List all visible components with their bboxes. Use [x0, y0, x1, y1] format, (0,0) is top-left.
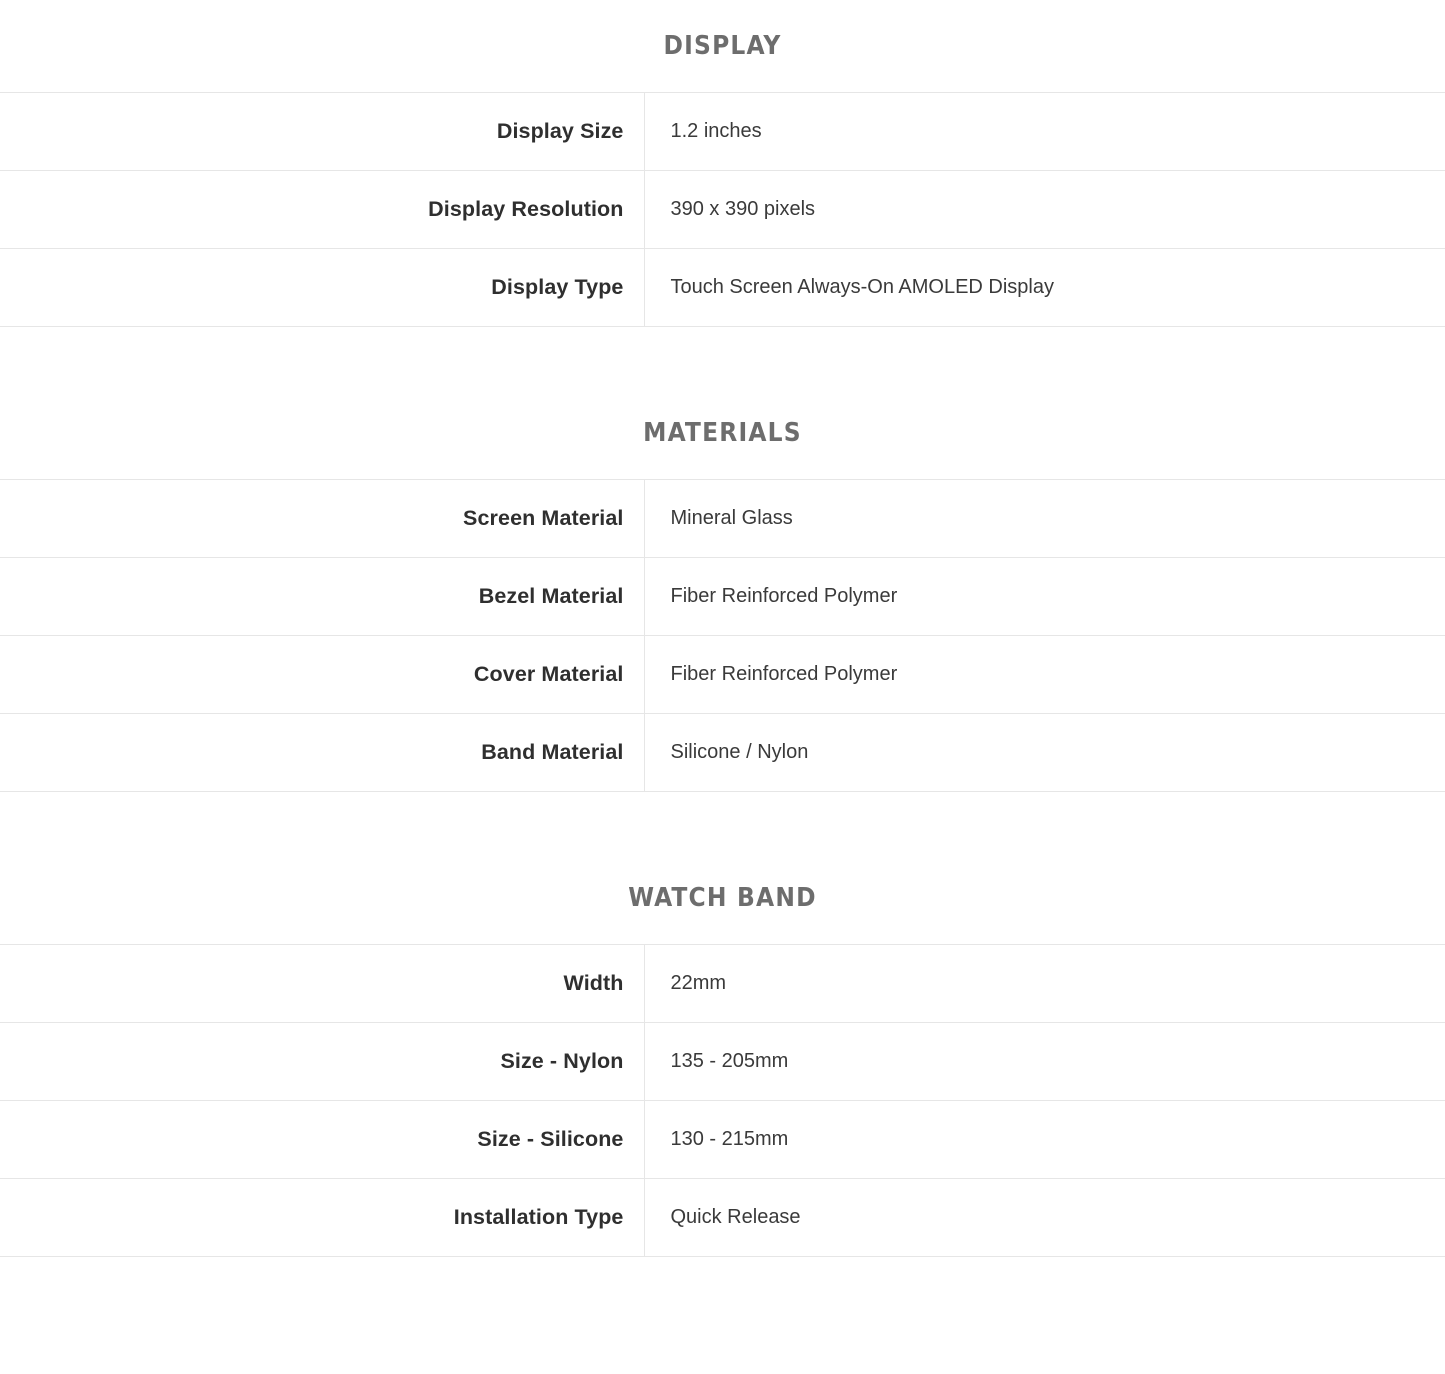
table-row — [0, 1023, 1445, 1101]
table-row — [0, 945, 1445, 1023]
spec-value: 390 x 390 pixels — [670, 198, 816, 220]
spec-label: Screen Material — [28, 480, 644, 558]
spec-section-watch-band — [0, 852, 1445, 1257]
bottom-spacer — [0, 1257, 1445, 1291]
spec-label: Display Size — [28, 93, 644, 171]
row-spacer — [0, 171, 28, 249]
spec-value: 22mm — [670, 972, 727, 994]
row-spacer — [0, 249, 28, 327]
spec-value: Quick Release — [670, 1206, 801, 1228]
row-spacer — [0, 636, 28, 714]
spec-value: 135 - 205mm — [670, 1050, 789, 1072]
spec-label: Size - Silicone — [28, 1101, 644, 1179]
table-row — [0, 1179, 1445, 1257]
table-row — [0, 1101, 1445, 1179]
row-spacer — [0, 945, 28, 1023]
spec-table-materials — [0, 479, 1445, 792]
row-spacer — [0, 558, 28, 636]
row-spacer — [0, 1023, 28, 1101]
spec-table-watch-band — [0, 944, 1445, 1257]
spec-value: 1.2 inches — [670, 120, 762, 142]
section-header-materials — [0, 387, 1445, 479]
row-spacer — [0, 93, 28, 171]
section-header-display — [0, 0, 1445, 92]
table-row — [0, 93, 1445, 171]
row-spacer — [0, 1101, 28, 1179]
spec-value: Fiber Reinforced Polymer — [670, 585, 898, 607]
section-gap — [0, 327, 1445, 387]
spec-section-materials — [0, 387, 1445, 792]
spec-section-display — [0, 0, 1445, 327]
spec-value: Mineral Glass — [670, 507, 793, 529]
spec-label: Installation Type — [28, 1179, 644, 1257]
spec-value: Fiber Reinforced Polymer — [670, 663, 898, 685]
spec-value: Touch Screen Always-On AMOLED Display — [670, 276, 1054, 298]
table-row — [0, 714, 1445, 792]
spec-label: Display Type — [28, 249, 644, 327]
spec-value: 130 - 215mm — [670, 1128, 789, 1150]
table-row — [0, 558, 1445, 636]
section-header-watch-band — [0, 852, 1445, 944]
row-spacer — [0, 1179, 28, 1257]
row-spacer — [0, 480, 28, 558]
section-gap — [0, 792, 1445, 852]
row-spacer — [0, 714, 28, 792]
section-title: MATERIALS — [643, 418, 802, 448]
spec-label: Width — [28, 945, 644, 1023]
spec-value: Silicone / Nylon — [670, 741, 809, 763]
table-row — [0, 249, 1445, 327]
spec-label: Display Resolution — [28, 171, 644, 249]
table-row — [0, 636, 1445, 714]
section-title: WATCH BAND — [628, 883, 817, 913]
spec-label: Band Material — [28, 714, 644, 792]
section-title: DISPLAY — [663, 31, 782, 61]
table-row — [0, 480, 1445, 558]
table-row — [0, 171, 1445, 249]
spec-label: Size - Nylon — [28, 1023, 644, 1101]
spec-label: Bezel Material — [28, 558, 644, 636]
spec-table-display — [0, 92, 1445, 327]
spec-label: Cover Material — [28, 636, 644, 714]
